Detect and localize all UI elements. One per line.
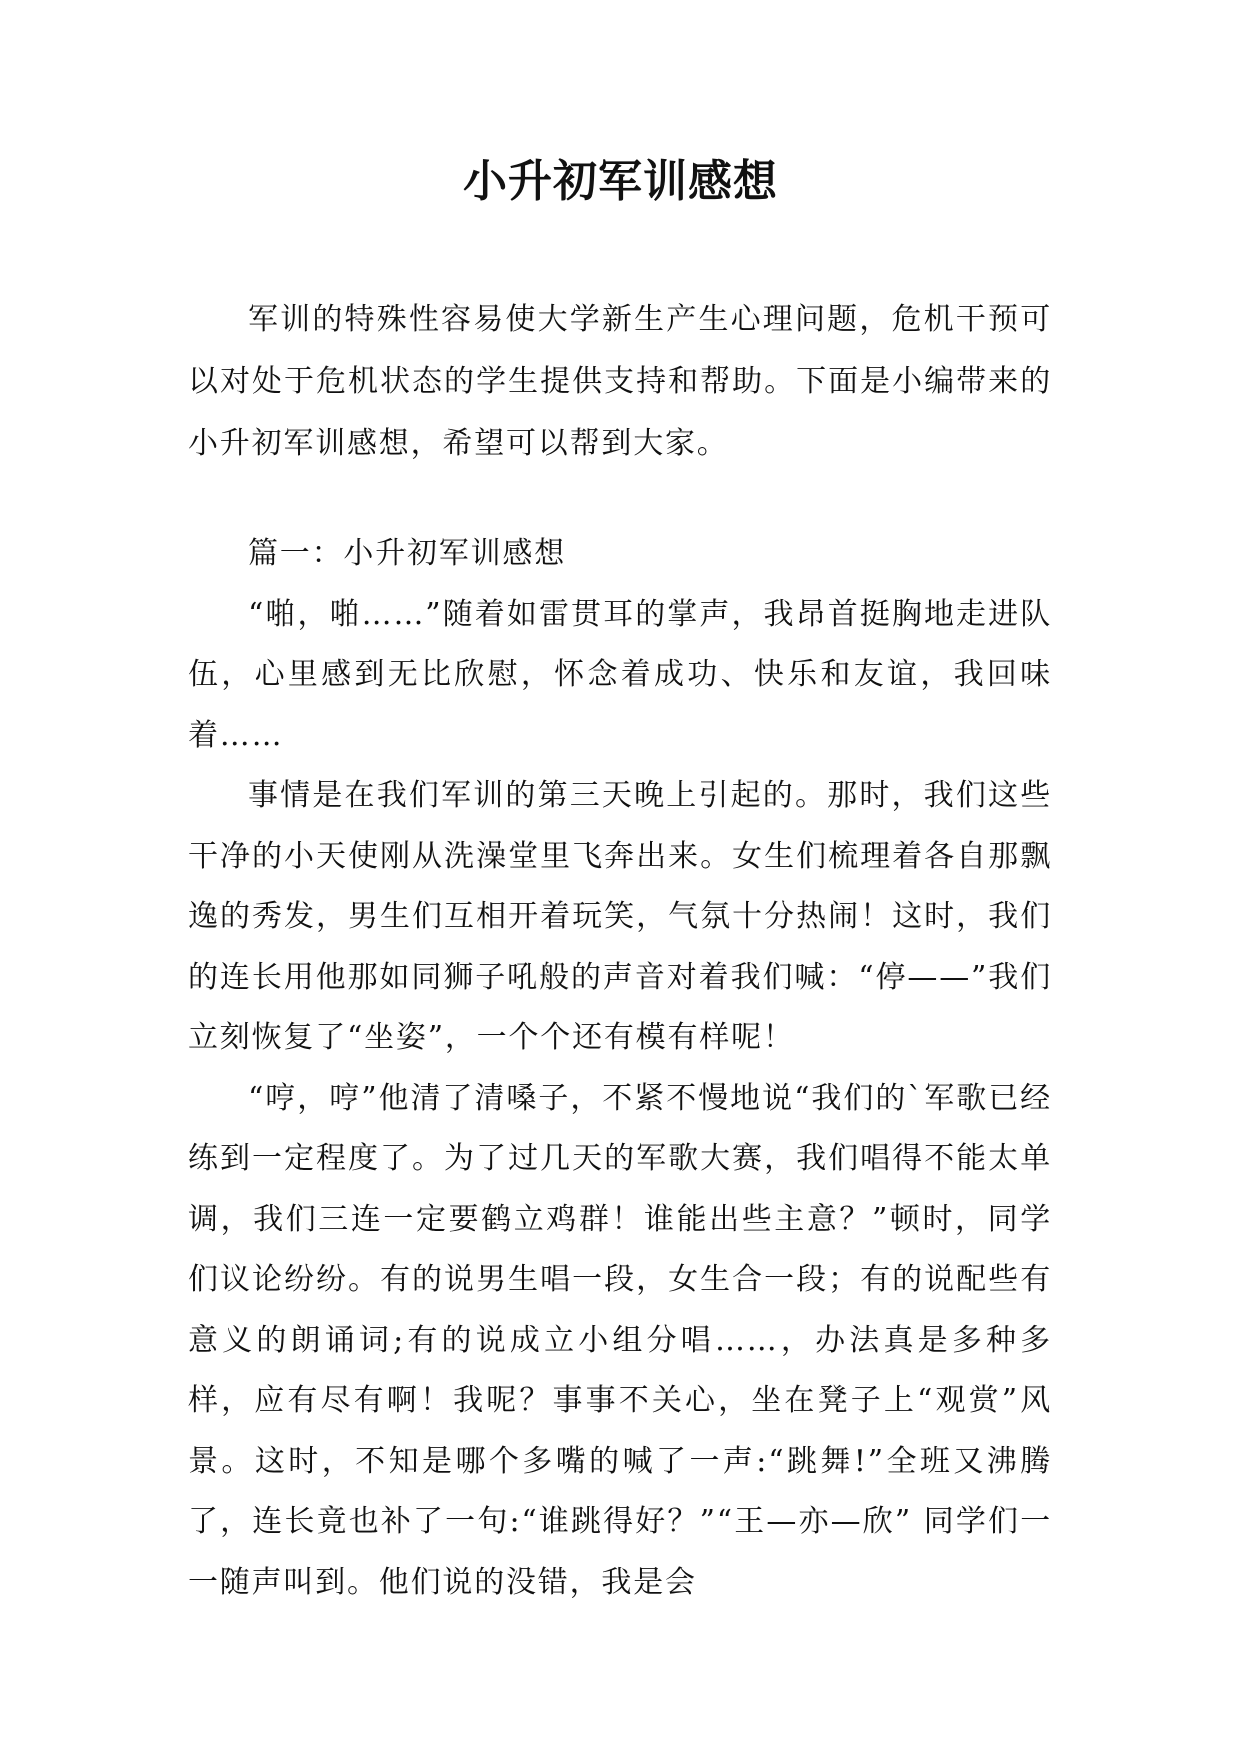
body-paragraph: “啪，啪……”随着如雷贯耳的掌声，我昂首挺胸地走进队伍，心里感到无比欣慰，怀念着成功、快乐和友谊，我回味着…… xyxy=(188,596,1052,753)
document-title: 小升初军训感想 xyxy=(463,156,778,207)
section-heading: 篇一：小升初军训感想 xyxy=(248,536,566,571)
body-paragraph: 事情是在我们军训的第三天晚上引起的。那时，我们这些干净的小天使刚从洗澡堂里飞奔出来。女生们梳理着各自那飘逸的秀发，男生们互相开着玩笑，气氛十分热闹！这时，我们的连长用他那如同狮子吼般的声音对着我们喊：“停——”我们立刻恢复了“坐姿”，一个个还有模有样呢！ xyxy=(188,778,1052,1055)
article-body xyxy=(188,524,1052,1613)
intro-block xyxy=(188,289,1052,475)
intro-paragraph: 军训的特殊性容易使大学新生产生心理问题，危机干预可以对处于危机状态的学生提供支持和帮助。下面是小编带来的小升初军训感想，希望可以帮到大家。 xyxy=(188,302,1052,461)
body-paragraph: “哼，哼”他清了清嗓子，不紧不慢地说“我们的`军歌已经练到一定程度了。为了过几天的军歌大赛，我们唱得不能太单调，我们三连一定要鹤立鸡群！谁能出些主意？”顿时，同学们议论纷纷。有的说男生唱一段，女生合一段；有的说配些有意义的朗诵词;有的说成立小组分唱……，办法真是多种多样，应有尽有啊！我呢？事事不关心，坐在凳子上“观赏”风景。这时，不知是哪个多嘴的喊了一声:“跳舞!”全班又沸腾了，连长竟也补了一句:“谁跳得好？”“王—亦—欣” 同学们一一随声叫到。他们说的没错，我是会 xyxy=(188,1080,1052,1600)
